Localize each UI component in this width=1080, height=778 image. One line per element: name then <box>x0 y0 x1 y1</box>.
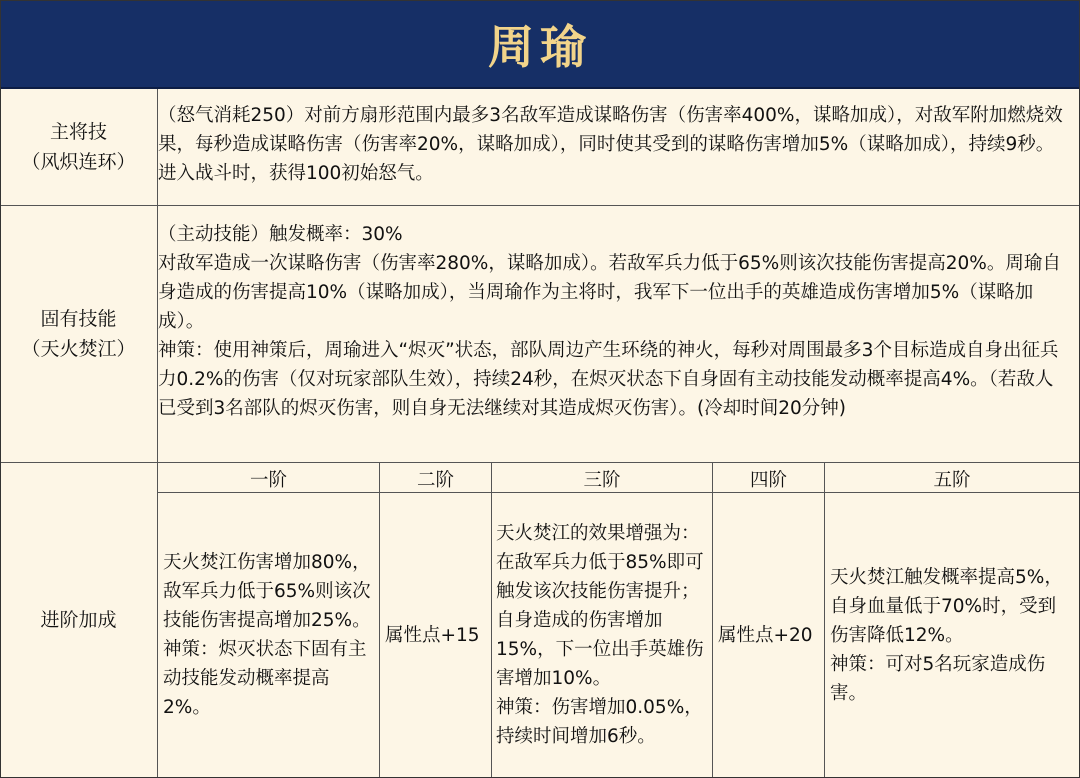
column-divider <box>157 89 158 777</box>
innate-skill-label: 固有技能 <box>40 308 117 330</box>
commander-skill-name: （风炽连环） <box>21 151 136 173</box>
innate-skill-trigger: （主动技能）触发概率：30% <box>158 224 403 245</box>
tier-3-content <box>496 493 708 777</box>
divider <box>1 462 1079 463</box>
column-divider <box>379 463 380 777</box>
tier-5-divine: 神策：可对5名玩家造成伤害。 <box>830 653 1046 704</box>
tier-1-header: 一阶 <box>249 469 287 491</box>
innate-skill-label-cell <box>1 206 156 462</box>
commander-skill-label-cell <box>1 89 156 205</box>
tier-4-effect: 属性点+20 <box>718 624 813 646</box>
innate-skill-divine: 神策：使用神策后，周瑜进入“烬灭”状态，部队周边产生环绕的神火，每秒对周围最多3个目标造成自身出征兵力0.2%的伤害（仅对玩家部队生效），持续24秒，在烬灭状态下自身固有主动技能发动概率提高4%。（若敌人已受到3名部队的烬灭伤害，则自身无法继续对其造成烬灭伤害）。(冷却时间20分钟) <box>158 340 1059 419</box>
tier-3-divine: 神策：伤害增加0.05%，持续时间增加6秒。 <box>496 697 703 747</box>
innate-skill-description <box>158 220 1068 423</box>
tier-5-content <box>830 493 1066 777</box>
tier-1-divine: 神策：烬灭状态下固有主动技能发动概率提高2%。 <box>163 639 367 718</box>
column-divider <box>712 463 713 777</box>
tier-1-effect: 天火焚江伤害增加80%，敌军兵力低于65%则该次技能伤害提高增加25%。 <box>163 552 371 631</box>
tier-1-content <box>163 493 375 777</box>
tier-2-content <box>385 493 487 777</box>
column-divider <box>824 463 825 777</box>
divider <box>1 205 1079 206</box>
tier-2-header: 二阶 <box>416 469 454 491</box>
title-bar <box>1 1 1079 89</box>
tier-5-effect: 天火焚江触发概率提高5%，自身血量低于70%时，受到伤害降低12%。 <box>830 566 1063 646</box>
column-divider <box>491 463 492 777</box>
tier-3-effect: 天火焚江的效果增强为：在敌军兵力低于85%即可触发该次技能伤害提升；自身造成的伤害增加15%，下一位出手英雄伤害增加10%。 <box>496 523 704 689</box>
advancement-label-cell <box>1 463 156 777</box>
commander-skill-text: （怒气消耗250）对前方扇形范围内最多3名敌军造成谋略伤害（伤害率400%，谋略加成），对敌军附加燃烧效果，每秒造成谋略伤害（伤害率20%，谋略加成），同时使其受到的谋略伤害增加5%（谋略加成），持续9秒。进入战斗时，获得100初始怒气。 <box>158 105 1063 184</box>
tier-4-header: 四阶 <box>749 469 787 491</box>
innate-skill-effect: 对敌军造成一次谋略伤害（伤害率280%，谋略加成）。若敌军兵力低于65%则该次技能伤害提高20%。周瑜自身造成的伤害提高10%（谋略加成），当周瑜作为主将时，我军下一位出手的英雄造成伤害增加5%（谋略加成）。 <box>158 253 1061 332</box>
tier-2-effect: 属性点+15 <box>385 624 480 646</box>
tier-3-header: 三阶 <box>583 469 621 491</box>
commander-skill-label: 主将技 <box>49 121 107 143</box>
commander-skill-description <box>158 101 1068 188</box>
hero-name: 周瑜 <box>488 20 592 74</box>
innate-skill-name: （天火焚江） <box>21 338 136 360</box>
advancement-label: 进阶加成 <box>40 609 117 631</box>
tier-5-header: 五阶 <box>933 469 971 491</box>
tier-4-content <box>718 493 820 777</box>
